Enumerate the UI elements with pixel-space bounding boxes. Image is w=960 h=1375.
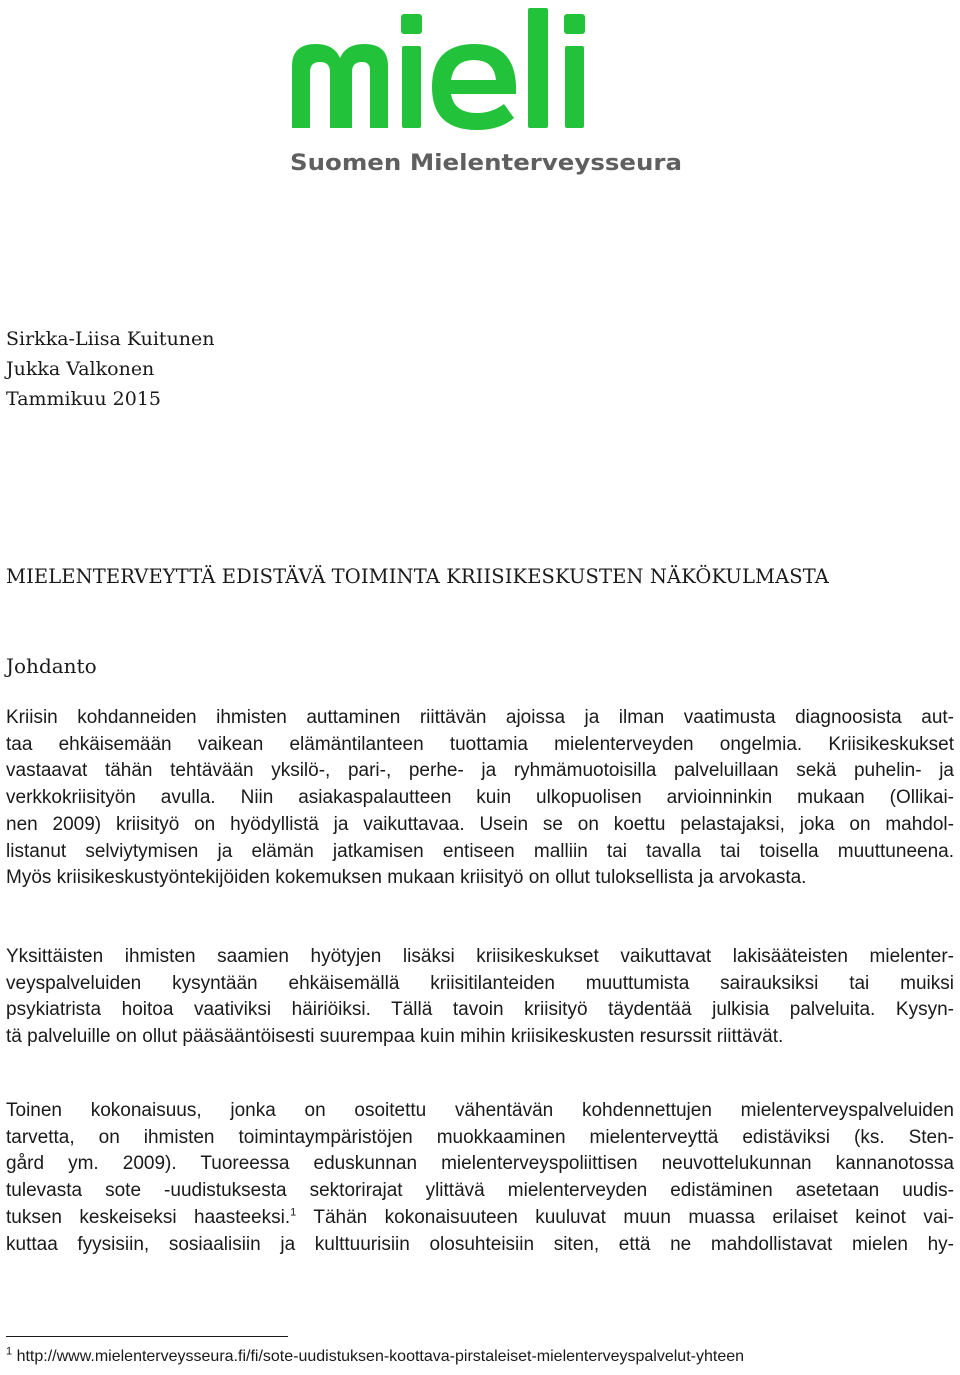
paragraph-intro	[6, 705, 954, 892]
document-date: Tammikuu 2015	[6, 388, 162, 410]
paragraph-line: psykiatrista hoitoa vaativiksi häiriöiksi. Tällä tavoin kriisityö täydentää julkisia palveluita. Kysyn-	[6, 999, 954, 1021]
paragraph-line: tarvetta, on ihmisten toimintaympäristöjen muokkaaminen mielenterveyttä edistäviksi (ks. Sten-	[6, 1126, 954, 1148]
paragraph-line: vastaavat tähän tehtävään yksilö-, pari-, perhe- ja ryhmämuotoisilla palveluillaan sekä puhelin- ja	[6, 760, 954, 782]
paragraph-line: tä palveluille on ollut pääsääntöisesti suurempaa kuin mihin kriisikeskusten resurssit riittävät.	[6, 1026, 784, 1048]
paragraph-line: tulevasta sote -uudistuksesta sektorirajat ylittävä mielenterveyden edistäminen asetetaan uudis-	[6, 1180, 954, 1202]
footnote-number: 1	[6, 1345, 13, 1358]
footnote-divider	[6, 1336, 288, 1337]
document-title: MIELENTERVEYTTÄ EDISTÄVÄ TOIMINTA KRIISIKESKUSTEN NÄKÖKULMASTA	[6, 565, 829, 588]
paragraph-benefits	[6, 944, 954, 1051]
paragraph-line: veyspalveluiden kysyntään ehkäisemällä kriisitilanteiden muuttumista sairauksiksi tai muiksi	[6, 972, 954, 994]
paragraph-line: Toinen kokonaisuus, jonka on osoitettu vähentävän kohdennettujen mielenterveyspalveluiden	[6, 1100, 954, 1121]
footnote	[6, 1346, 744, 1368]
paragraph-line: Kriisin kohdanneiden ihmisten auttaminen riittävän ajoissa ja ilman vaatimusta diagnoosista aut-	[6, 707, 954, 728]
mieli-logo-graphic	[282, 0, 682, 180]
logo-subtitle: Suomen Mielenterveysseura	[290, 151, 682, 176]
footnote-link[interactable]: http://www.mielenterveysseura.fi/fi/sote-uudistuksen-koottava-pirstaleiset-mielenterveyspalvelut-yhteen	[16, 1348, 745, 1365]
author-1: Sirkka-Liisa Kuitunen	[6, 328, 215, 350]
paragraph-line: Yksittäisten ihmisten saamien hyötyjen lisäksi kriisikeskukset vaikuttavat lakisääteisten mielenter-	[6, 946, 954, 967]
paragraph-line: Myös kriisikeskustyöntekijöiden kokemuksen mukaan kriisityö on ollut tuloksellista ja arvokasta.	[6, 867, 807, 889]
paragraph-line: verkkokriisityön avulla. Niin asiakaspalautteen kuin ulkopuolisen arvioinninkin mukaan (Ollikai-	[6, 787, 954, 809]
section-heading: Johdanto	[6, 654, 97, 678]
author-2: Jukka Valkonen	[6, 358, 155, 380]
paragraph-line: nen 2009) kriisityö on hyödyllistä ja vaikuttavaa. Usein se on koettu pelastajaksi, joka on mahdol-	[6, 813, 954, 835]
logo-wordmark	[292, 8, 585, 130]
paragraph-text: tuksen keskeiseksi haasteeksi.	[6, 1206, 291, 1228]
paragraph-line: kuttaa fyysisiin, sosiaalisiin ja kulttuurisiin olosuhteisiin siten, että ne mahdollistavat mielen hy-	[6, 1233, 954, 1255]
paragraph-line	[6, 1205, 954, 1232]
paragraph-line: gård ym. 2009). Tuoreessa eduskunnan mielenterveyspoliittisen neuvottelukunnan kannanotossa	[6, 1153, 954, 1175]
paragraph-environment	[6, 1098, 954, 1258]
mieli-logo	[282, 0, 682, 180]
paragraph-line: taa ehkäisemään vaikean elämäntilanteen tuottamia mielenterveyden ongelmia. Kriisikeskukset	[6, 733, 954, 755]
paragraph-text: Tähän kokonaisuuteen kuuluvat muun muassa erilaiset keinot vai-	[296, 1206, 954, 1228]
footnote-reference[interactable]: 1	[290, 1206, 297, 1219]
paragraph-line: listanut selviytymisen ja elämän jatkamisen entiseen malliin tai tavalla tai toisella muuttuneena.	[6, 840, 954, 862]
